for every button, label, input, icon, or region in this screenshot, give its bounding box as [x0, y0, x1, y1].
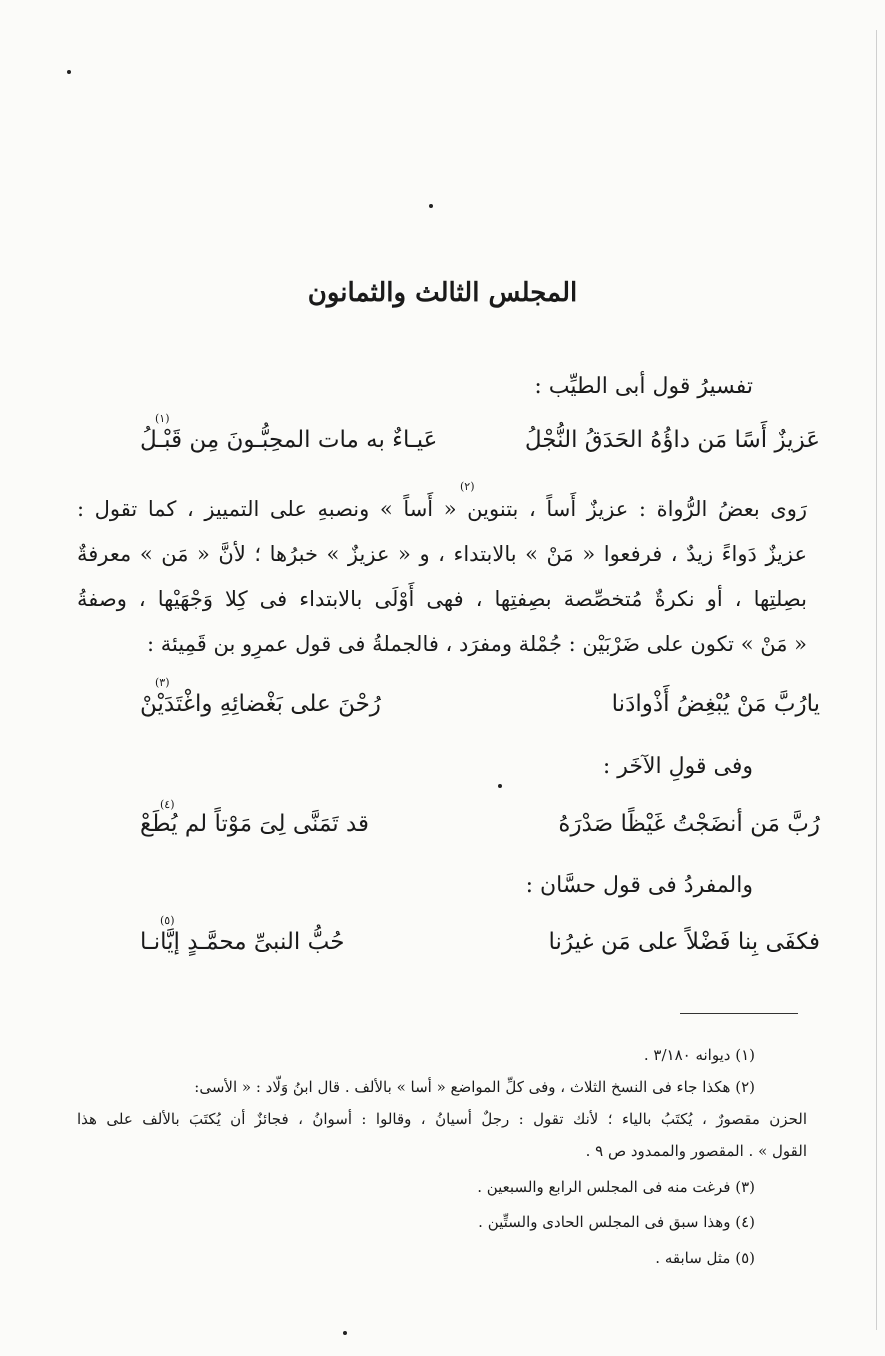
footnote-separator [680, 1013, 798, 1014]
footnote-marker-4: (٤) [160, 798, 175, 811]
verse-1 [140, 424, 820, 456]
footnote-1: (١) ديوانه ٣/١٨٠ . [643, 1046, 755, 1064]
speck [67, 70, 71, 74]
verse-3-first-half: رُبَّ مَن أنضَجْتُ غَيْظًا صَدْرَهُ [558, 811, 820, 837]
speck [429, 204, 433, 208]
footnote-2-line-1: (٢) هكذا جاء فى النسخ الثلاث ، وفى كلِّ المواضع « أسا » بالألف . قال ابنُ وَلّاد : « الأسى: [194, 1078, 755, 1096]
verse-3-second-half: قد تَمَنَّى لِىَ مَوْتاً لم يُطَعْ [140, 811, 370, 837]
footnote-marker-1: (١) [155, 412, 170, 425]
footnote-4: (٤) وهذا سبق فى المجلس الحادى والستِّين . [478, 1213, 755, 1231]
verse-4-first-half: فكفَى بِنا فَضْلاً على مَن غيرُنا [548, 929, 820, 955]
paragraph-line-1: رَوى بعضُ الرُّواة : عزيزٌ أَساً ، بتنوين « أَساً » ونصبهِ على التمييز ، كما تقول : [77, 497, 807, 521]
footnote-2-line-3: القول » . المقصور والممدود ص ٩ . [585, 1142, 807, 1160]
footnote-3: (٣) فرغت منه فى المجلس الرابع والسبعين . [477, 1178, 755, 1196]
paragraph-line-4: « مَنْ » تكون على ضَرْبَيْن : جُمْلة ومفرَد ، فالجملةُ فى قول عمرِو بن قَمِيئة : [146, 632, 807, 656]
verse-4-second-half: حُبُّ النبىِّ محمَّـدٍ إيَّانـا [140, 929, 345, 955]
intro-line-2: وفى قولِ الآخَر : [602, 754, 753, 779]
footnote-5: (٥) مثل سابقه . [655, 1249, 755, 1267]
page-edge-line [876, 30, 877, 1330]
verse-3 [140, 808, 820, 840]
verse-1-first-half: عَزيزٌ أَسًا مَن داؤُهُ الحَدَقُ النُّجْلُ [524, 427, 820, 453]
footnote-2-line-2: الحزن مقصورٌ ، يُكتَبُ بالياء ؛ لأنك تقول : رجلٌ أسيانُ ، وقالوا : أسوانُ ، فجائزٌ أن يُكتَبَ بالألف على هذا [77, 1110, 807, 1128]
paragraph-line-3: بصِلتِها ، أو نكرةٌ مُتخصِّصة بصِفتِها ، فهى أَوْلَى بالابتداء فى كِلا وَجْهَيْها ، وصفةُ [77, 587, 807, 611]
verse-2 [140, 688, 820, 720]
intro-line-3: والمفردُ فى قول حسَّان : [525, 873, 753, 898]
speck [498, 784, 502, 788]
chapter-title: المجلس الثالث والثمانون [307, 278, 578, 308]
speck [343, 1331, 347, 1335]
intro-line: تفسيرُ قول أبى الطيِّب : [534, 374, 753, 399]
footnote-marker-3: (٣) [155, 676, 170, 689]
footnote-marker-5: (٥) [160, 914, 175, 927]
verse-4 [140, 926, 820, 958]
verse-1-second-half: عَيـاءٌ به مات المحِبُّـونَ مِن قَبْـلُ [140, 427, 438, 453]
verse-2-first-half: يارُبَّ مَنْ يُبْغِضُ أَذْوادَنا [611, 691, 820, 717]
verse-2-second-half: رُحْنَ على بَغْضائِهِ واغْتَدَيْنْ [140, 691, 381, 717]
paragraph-line-2: عزيزٌ دَواءً زيدٌ ، فرفعوا « مَنْ » بالابتداء ، و « عزيزٌ » خبرُها ؛ لأنَّ « مَن » معرفةٌ [77, 542, 807, 566]
footnote-marker-2: (٢) [460, 480, 475, 493]
